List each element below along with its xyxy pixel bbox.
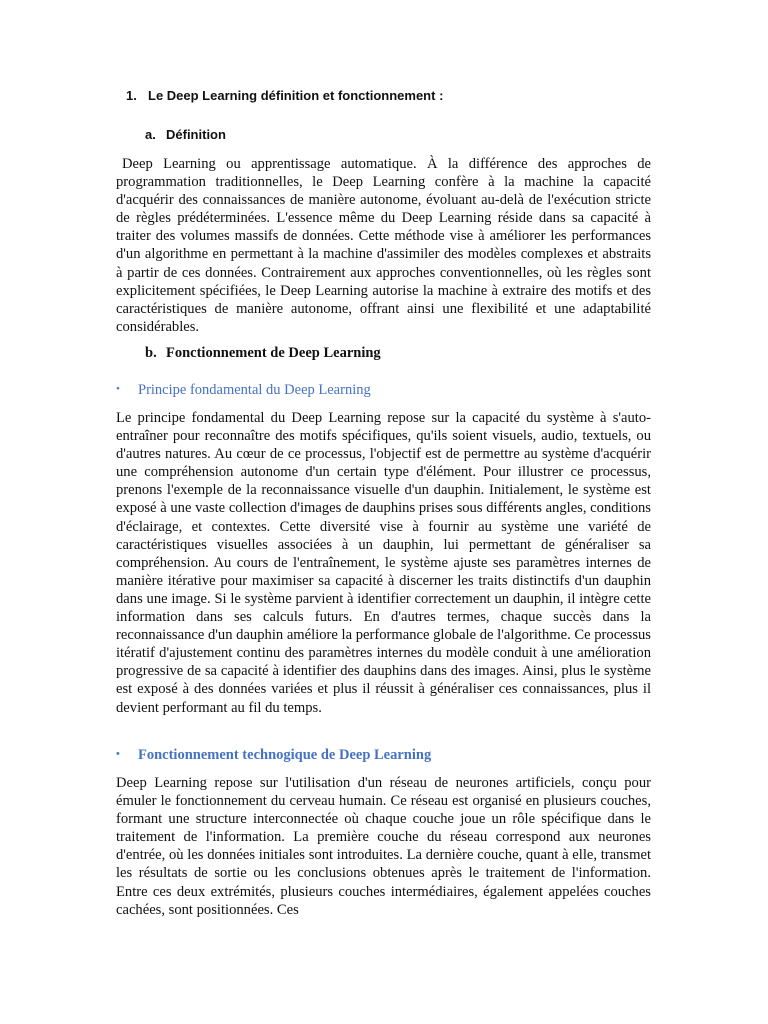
bullet-principe — [116, 382, 371, 399]
subheading-definition — [145, 127, 226, 142]
paragraph-definition: Deep Learning ou apprentissage automatique. À la différence des approches de programmation traditionnelles, le Deep Learning confère à la machine la capacité d'acquérir des connaissances de manière autonome, évoluant au-delà de l'exécution stricte de règles prédéterminées. L'essence même du Deep Learning réside dans sa capacité à traiter des volumes massifs de données. Cette méthode vise à améliorer les performances d'un algorithme en permettant à la machine d'assimiler des modèles complexes et abstraits à partir de ces données. Contrairement aux approches conventionnelles, où les règles sont explicitement spécifiées, le Deep Learning autorise la machine à extraire des motifs et des caractéristiques de manière autonome, offrant ainsi une flexibilité et une adaptabilité considérables. — [116, 156, 651, 335]
bullet-icon: • — [116, 748, 120, 760]
main-heading — [126, 88, 443, 103]
heading-number: 1. — [126, 88, 137, 103]
bullet-icon: • — [116, 383, 120, 395]
subheading-letter: b. — [145, 345, 157, 361]
subheading-title: Fonctionnement de Deep Learning — [166, 345, 381, 361]
heading-title: Le Deep Learning définition et fonctionnement : — [148, 88, 444, 103]
bullet-title: Principe fondamental du Deep Learning — [138, 382, 371, 398]
bullet-title: Fonctionnement technogique de Deep Learning — [138, 747, 432, 763]
bullet-techno — [116, 747, 431, 764]
subheading-fonctionnement — [145, 345, 381, 362]
paragraph-principe: Le principe fondamental du Deep Learning repose sur la capacité du système à s'auto-entraîner pour reconnaître des motifs spécifiques, qu'ils soient visuels, audio, textuels, ou d'autres natures. Au cœur de ce processus, l'objectif est de permettre au système d'acquérir une compréhension autonome d'un certain type d'élément. Pour illustrer ce processus, prenons l'exemple de la reconnaissance visuelle d'un dauphin. Initialement, le système est exposé à une vaste collection d'images de dauphins prises sous différents angles, conditions d'éclairage, et contextes. Cette diversité vise à fournir au système une variété de caractéristiques visuelles associées à un dauphin, lui permettant de généraliser sa compréhension. Au cours de l'entraînement, le système ajuste ses paramètres internes de manière itérative pour maximiser sa capacité à discerner les traits distinctifs d'un dauphin dans une image. Si le système parvient à identifier correctement un dauphin, il intègre cette information dans ses calculs futurs. En d'autres termes, chaque succès dans la reconnaissance d'un dauphin améliore la performance globale de l'algorithme. Ce processus itératif d'ajustement continu des paramètres internes du modèle conduit à une amélioration progressive de sa capacité à identifier des dauphins dans des images. Ainsi, plus le système est exposé à des données variées et plus il réussit à généraliser ces connaissances, plus il devient performant au fil du temps. — [116, 410, 651, 716]
subheading-title: Définition — [166, 127, 226, 142]
subheading-letter: a. — [145, 127, 156, 142]
paragraph-techno: Deep Learning repose sur l'utilisation d'un réseau de neurones artificiels, conçu pour émuler le fonctionnement du cerveau humain. Ce réseau est organisé en plusieurs couches, formant une structure interconnectée où chaque couche joue un rôle spécifique dans le traitement de l'information. La première couche du réseau correspond aux neurones d'entrée, où les données initiales sont introduites. La dernière couche, quant à elle, transmet les résultats de sortie ou les conclusions obtenues après le traitement de l'information. Entre ces deux extrémités, plusieurs couches intermédiaires, également appelées couches cachées, sont positionnées. Ces — [116, 775, 651, 918]
